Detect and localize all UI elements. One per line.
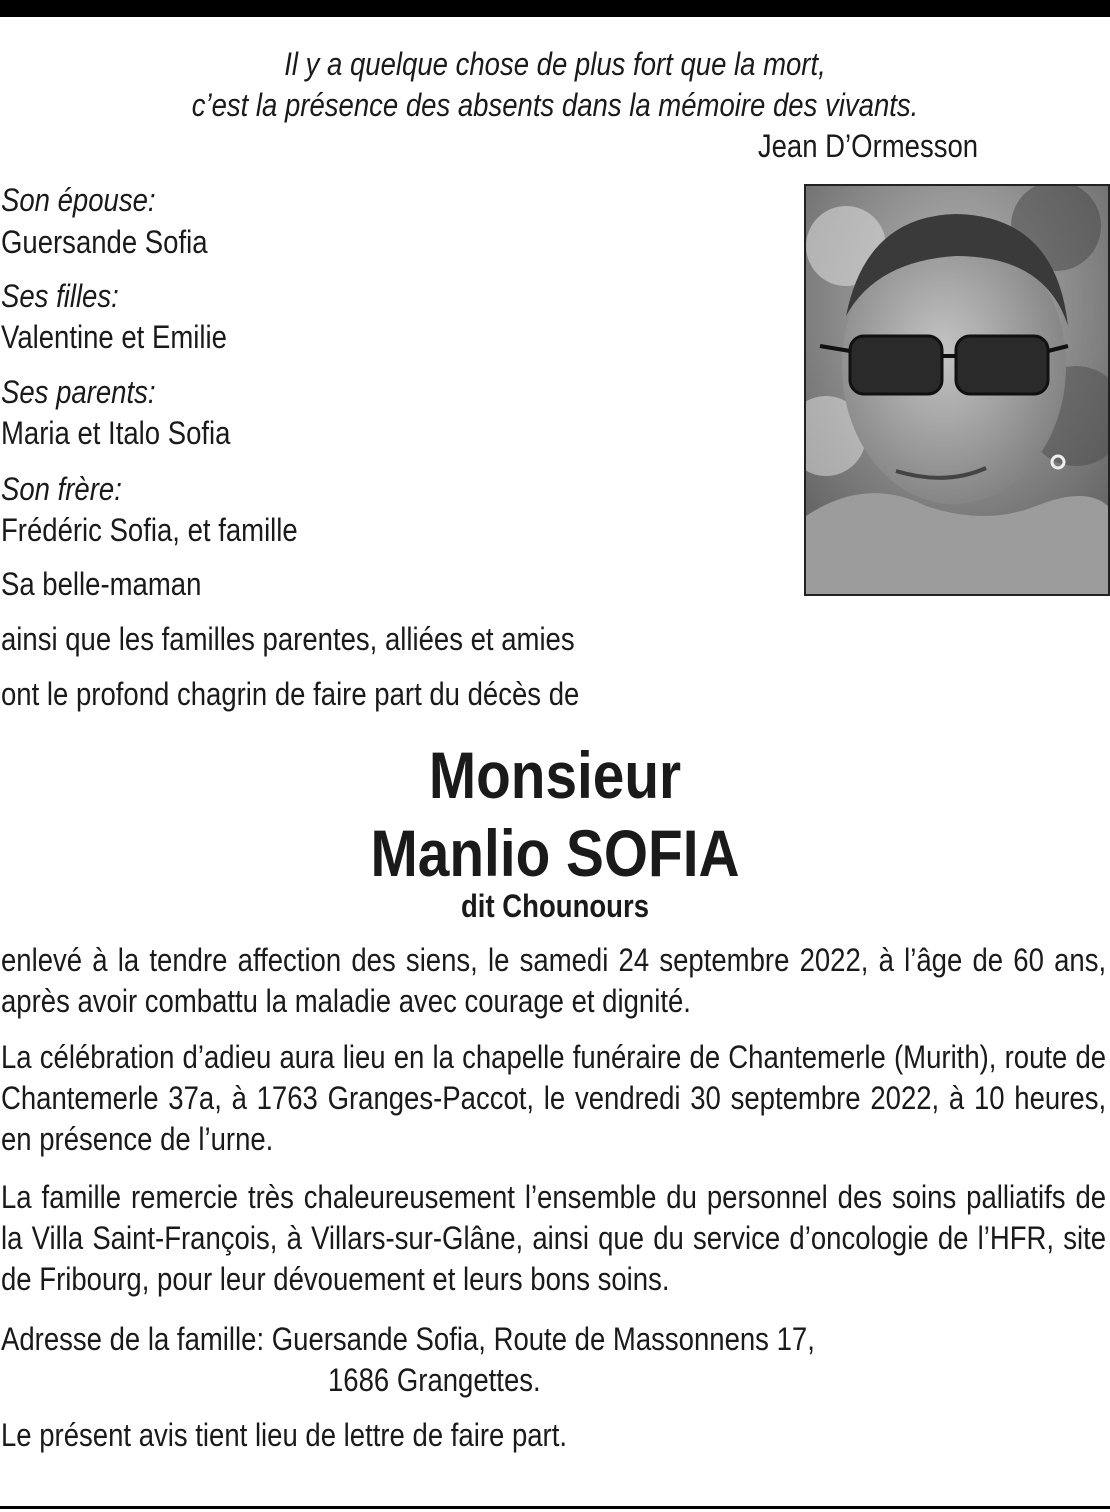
thanks-paragraph: La famille remercie très chaleureusement l’ensemble du personnel des soins palliatifs de la Villa Saint-François, à Villars-sur-Glâne, ainsi que du service d’oncologie de l’HFR, site de Fribourg, pour leur dévouement et leurs bons soins. bbox=[1, 1179, 1107, 1297]
portrait-photo-image bbox=[806, 186, 1108, 594]
epigraph-line: Il y a quelque chose de plus fort que la mort, bbox=[284, 46, 826, 82]
brother-label: Son frère: bbox=[1, 471, 122, 507]
spouse-label: Son épouse: bbox=[1, 182, 156, 218]
epigraph bbox=[78, 44, 1033, 126]
daughters-names: Valentine et Emilie bbox=[1, 319, 227, 355]
closing-line: Le présent avis tient lieu de lettre de faire part. bbox=[1, 1417, 568, 1453]
deceased-title: Monsieur bbox=[428, 738, 682, 812]
epigraph-author: Jean D’Ormesson bbox=[757, 128, 978, 164]
spouse-name: Guersande Sofia bbox=[1, 224, 208, 260]
brother-name: Frédéric Sofia, et famille bbox=[1, 512, 298, 548]
deceased-nickname: dit Chounours bbox=[460, 888, 650, 924]
bottom-rule bbox=[0, 1506, 1110, 1509]
ceremony-paragraph: La célébration d’adieu aura lieu en la chapelle funéraire de Chantemerle (Murith), route de Chantemerle 37a, à 1763 Granges-Paccot, le vendredi 30 septembre 2022, à 10 heures, en présence de l’urne. bbox=[1, 1039, 1107, 1157]
parents-label: Ses parents: bbox=[1, 374, 156, 410]
relatives-line: ainsi que les familles parentes, alliées et amies bbox=[1, 621, 575, 657]
mother-in-law: Sa belle-maman bbox=[1, 566, 202, 602]
death-paragraph: enlevé à la tendre affection des siens, le samedi 24 septembre 2022, à l’âge de 60 ans, après avoir combattu la maladie avec courage et dignité. bbox=[1, 942, 1107, 1019]
family-address-line1: Adresse de la famille: Guersande Sofia, Route de Massonnens 17, bbox=[1, 1321, 815, 1357]
announcement-line: ont le profond chagrin de faire part du décès de bbox=[1, 676, 580, 712]
portrait-photo bbox=[804, 184, 1110, 596]
epigraph-line: c’est la présence des absents dans la mémoire des vivants. bbox=[191, 87, 919, 123]
parents-names: Maria et Italo Sofia bbox=[1, 415, 231, 451]
deceased-name: Manlio SOFIA bbox=[370, 816, 740, 890]
daughters-label: Ses filles: bbox=[1, 278, 119, 314]
family-address-line2: 1686 Grangettes. bbox=[328, 1362, 541, 1398]
top-rule bbox=[0, 0, 1110, 17]
